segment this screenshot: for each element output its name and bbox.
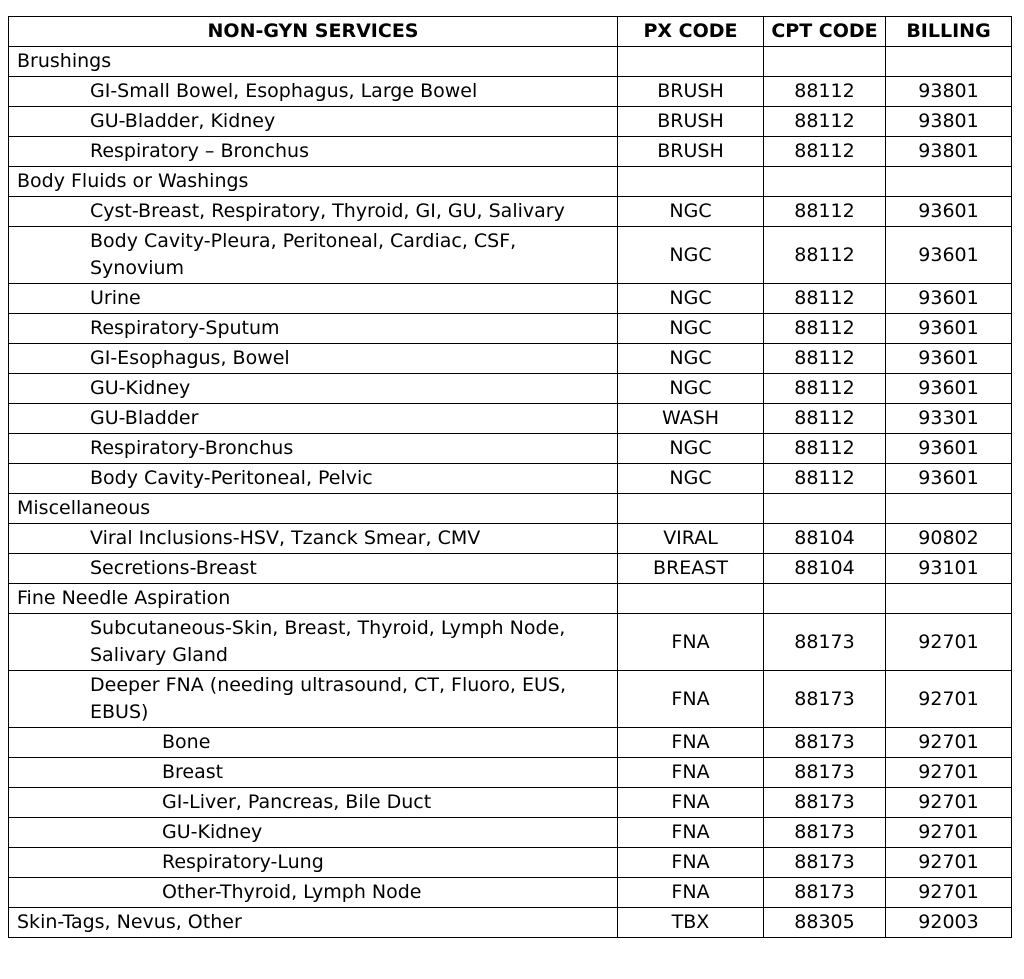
service-name-cell: Subcutaneous-Skin, Breast, Thyroid, Lymph Node, Salivary Gland bbox=[9, 614, 618, 671]
px-code-cell: TBX bbox=[618, 908, 764, 938]
service-name-cell: Respiratory – Bronchus bbox=[9, 137, 618, 167]
table-body bbox=[9, 47, 1012, 938]
billing-cell: 92701 bbox=[886, 878, 1012, 908]
cpt-code-cell bbox=[764, 584, 886, 614]
table-row bbox=[9, 848, 1012, 878]
header-row bbox=[9, 17, 1012, 47]
cpt-code-cell: 88173 bbox=[764, 878, 886, 908]
table-row bbox=[9, 614, 1012, 671]
table-row bbox=[9, 728, 1012, 758]
cpt-code-cell: 88173 bbox=[764, 788, 886, 818]
table-row bbox=[9, 524, 1012, 554]
px-code-cell: NGC bbox=[618, 284, 764, 314]
px-code-cell: NGC bbox=[618, 197, 764, 227]
px-code-cell: BRUSH bbox=[618, 77, 764, 107]
category-row bbox=[9, 167, 1012, 197]
billing-cell: 93601 bbox=[886, 197, 1012, 227]
table-row bbox=[9, 404, 1012, 434]
cpt-code-cell: 88305 bbox=[764, 908, 886, 938]
cpt-code-cell: 88112 bbox=[764, 344, 886, 374]
cpt-code-cell: 88173 bbox=[764, 671, 886, 728]
table-row bbox=[9, 137, 1012, 167]
service-name-cell: Miscellaneous bbox=[9, 494, 618, 524]
px-code-cell: BRUSH bbox=[618, 107, 764, 137]
px-code-cell: FNA bbox=[618, 848, 764, 878]
billing-cell: 92701 bbox=[886, 671, 1012, 728]
header-billing: BILLING bbox=[886, 17, 1012, 47]
px-code-cell: FNA bbox=[618, 671, 764, 728]
px-code-cell bbox=[618, 494, 764, 524]
cpt-code-cell: 88112 bbox=[764, 314, 886, 344]
billing-cell: 93601 bbox=[886, 464, 1012, 494]
px-code-cell bbox=[618, 584, 764, 614]
cpt-code-cell: 88112 bbox=[764, 77, 886, 107]
table-row bbox=[9, 758, 1012, 788]
billing-cell: 92701 bbox=[886, 758, 1012, 788]
billing-cell: 93601 bbox=[886, 434, 1012, 464]
px-code-cell: WASH bbox=[618, 404, 764, 434]
table-row bbox=[9, 434, 1012, 464]
cpt-code-cell bbox=[764, 494, 886, 524]
px-code-cell bbox=[618, 167, 764, 197]
cpt-code-cell: 88173 bbox=[764, 758, 886, 788]
service-name-cell: Fine Needle Aspiration bbox=[9, 584, 618, 614]
service-name-cell: GI-Esophagus, Bowel bbox=[9, 344, 618, 374]
service-name-cell: GI-Small Bowel, Esophagus, Large Bowel bbox=[9, 77, 618, 107]
service-name-cell: Body Cavity-Pleura, Peritoneal, Cardiac, CSF, Synovium bbox=[9, 227, 618, 284]
billing-cell: 92701 bbox=[886, 614, 1012, 671]
px-code-cell: BREAST bbox=[618, 554, 764, 584]
category-row bbox=[9, 908, 1012, 938]
cpt-code-cell: 88104 bbox=[764, 524, 886, 554]
billing-cell: 93601 bbox=[886, 227, 1012, 284]
cpt-code-cell: 88112 bbox=[764, 197, 886, 227]
table-row bbox=[9, 197, 1012, 227]
service-name-cell: Breast bbox=[9, 758, 618, 788]
cpt-code-cell: 88112 bbox=[764, 434, 886, 464]
billing-cell bbox=[886, 47, 1012, 77]
billing-cell: 92701 bbox=[886, 788, 1012, 818]
billing-cell: 93601 bbox=[886, 344, 1012, 374]
table-row bbox=[9, 344, 1012, 374]
table-row bbox=[9, 284, 1012, 314]
header-services: NON-GYN SERVICES bbox=[9, 17, 618, 47]
table-row bbox=[9, 464, 1012, 494]
table-row bbox=[9, 107, 1012, 137]
category-row bbox=[9, 584, 1012, 614]
px-code-cell: FNA bbox=[618, 878, 764, 908]
cpt-code-cell: 88104 bbox=[764, 554, 886, 584]
table-row bbox=[9, 671, 1012, 728]
table-row bbox=[9, 227, 1012, 284]
px-code-cell: FNA bbox=[618, 728, 764, 758]
service-name-cell: Brushings bbox=[9, 47, 618, 77]
cpt-code-cell bbox=[764, 167, 886, 197]
billing-cell: 93301 bbox=[886, 404, 1012, 434]
billing-cell: 93801 bbox=[886, 77, 1012, 107]
service-name-cell: Viral Inclusions-HSV, Tzanck Smear, CMV bbox=[9, 524, 618, 554]
table-row bbox=[9, 314, 1012, 344]
service-name-cell: Respiratory-Bronchus bbox=[9, 434, 618, 464]
billing-cell bbox=[886, 494, 1012, 524]
cpt-code-cell: 88173 bbox=[764, 848, 886, 878]
billing-cell bbox=[886, 584, 1012, 614]
cpt-code-cell: 88112 bbox=[764, 374, 886, 404]
billing-cell: 92701 bbox=[886, 848, 1012, 878]
cpt-code-cell: 88112 bbox=[764, 284, 886, 314]
px-code-cell: BRUSH bbox=[618, 137, 764, 167]
cpt-code-cell: 88173 bbox=[764, 728, 886, 758]
px-code-cell: NGC bbox=[618, 434, 764, 464]
table-row bbox=[9, 554, 1012, 584]
service-name-cell: Respiratory-Lung bbox=[9, 848, 618, 878]
px-code-cell: NGC bbox=[618, 227, 764, 284]
px-code-cell bbox=[618, 47, 764, 77]
service-name-cell: GU-Bladder, Kidney bbox=[9, 107, 618, 137]
table-row bbox=[9, 818, 1012, 848]
billing-cell: 92701 bbox=[886, 818, 1012, 848]
service-name-cell: Respiratory-Sputum bbox=[9, 314, 618, 344]
header-px-code: PX CODE bbox=[618, 17, 764, 47]
service-name-cell: GU-Kidney bbox=[9, 818, 618, 848]
billing-cell: 93801 bbox=[886, 107, 1012, 137]
px-code-cell: FNA bbox=[618, 614, 764, 671]
billing-cell: 93601 bbox=[886, 314, 1012, 344]
category-row bbox=[9, 494, 1012, 524]
category-row bbox=[9, 47, 1012, 77]
service-name-cell: Deeper FNA (needing ultrasound, CT, Fluoro, EUS, EBUS) bbox=[9, 671, 618, 728]
billing-cell: 93601 bbox=[886, 284, 1012, 314]
cpt-code-cell: 88112 bbox=[764, 137, 886, 167]
billing-cell: 93801 bbox=[886, 137, 1012, 167]
table-row bbox=[9, 878, 1012, 908]
px-code-cell: NGC bbox=[618, 344, 764, 374]
header-cpt-code: CPT CODE bbox=[764, 17, 886, 47]
service-name-cell: GI-Liver, Pancreas, Bile Duct bbox=[9, 788, 618, 818]
cpt-code-cell: 88112 bbox=[764, 227, 886, 284]
service-name-cell: Body Cavity-Peritoneal, Pelvic bbox=[9, 464, 618, 494]
cpt-code-cell: 88112 bbox=[764, 464, 886, 494]
service-name-cell: Secretions-Breast bbox=[9, 554, 618, 584]
px-code-cell: VIRAL bbox=[618, 524, 764, 554]
service-name-cell: GU-Kidney bbox=[9, 374, 618, 404]
cpt-code-cell: 88112 bbox=[764, 107, 886, 137]
px-code-cell: NGC bbox=[618, 374, 764, 404]
table-row bbox=[9, 77, 1012, 107]
service-name-cell: Bone bbox=[9, 728, 618, 758]
billing-cell: 93101 bbox=[886, 554, 1012, 584]
px-code-cell: FNA bbox=[618, 758, 764, 788]
px-code-cell: FNA bbox=[618, 818, 764, 848]
service-name-cell: Cyst-Breast, Respiratory, Thyroid, GI, GU, Salivary bbox=[9, 197, 618, 227]
billing-cell bbox=[886, 167, 1012, 197]
service-name-cell: GU-Bladder bbox=[9, 404, 618, 434]
cpt-code-cell bbox=[764, 47, 886, 77]
service-name-cell: Urine bbox=[9, 284, 618, 314]
non-gyn-services-table bbox=[8, 16, 1012, 938]
cpt-code-cell: 88112 bbox=[764, 404, 886, 434]
billing-cell: 92003 bbox=[886, 908, 1012, 938]
table-row bbox=[9, 788, 1012, 818]
service-name-cell: Other-Thyroid, Lymph Node bbox=[9, 878, 618, 908]
table-container bbox=[8, 16, 1012, 938]
service-name-cell: Body Fluids or Washings bbox=[9, 167, 618, 197]
billing-cell: 92701 bbox=[886, 728, 1012, 758]
service-name-cell: Skin-Tags, Nevus, Other bbox=[9, 908, 618, 938]
billing-cell: 93601 bbox=[886, 374, 1012, 404]
billing-cell: 90802 bbox=[886, 524, 1012, 554]
table-row bbox=[9, 374, 1012, 404]
px-code-cell: NGC bbox=[618, 314, 764, 344]
cpt-code-cell: 88173 bbox=[764, 818, 886, 848]
px-code-cell: FNA bbox=[618, 788, 764, 818]
cpt-code-cell: 88173 bbox=[764, 614, 886, 671]
px-code-cell: NGC bbox=[618, 464, 764, 494]
